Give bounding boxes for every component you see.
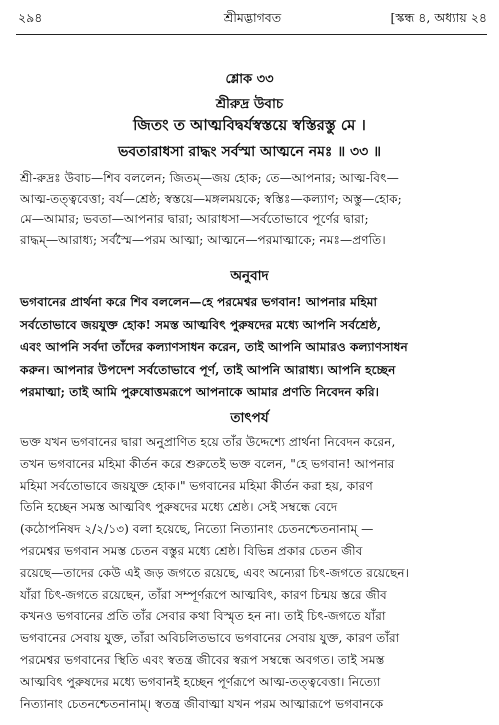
purport-line: পরমেশ্বর ভগবানের স্থিতি এবং স্বতন্ত্র জীবের স্বরূপ সম্বন্ধে অবগত। তাই সমস্ত: [20, 652, 385, 667]
translation-block: [20, 291, 487, 404]
synonyms-line: রাদ্ধম্—আরাধ্য; সর্বস্মৈ—পরম আত্মা; আত্মনে—পরমাত্মাকে; নমঃ—প্রণতি।: [20, 232, 386, 247]
purport-line: কখনও ভগবানের প্রতি তাঁর সেবার কথা বিস্মৃত হন না। তাই চিৎ-জগতে যাঁরা: [20, 609, 386, 624]
purport-line: (কঠোপনিষদ ২/২/১৩) বলা হয়েছে, নিত্যো নিত্যানাং চেতনশ্চেতনানাম্ —: [20, 522, 374, 537]
translation-line: সর্বতোভাবে জয়যুক্ত হোক! সমস্ত আত্মবিৎ পুরুষদের মধ্যে আপনি সর্বশ্রেষ্ঠ,: [20, 317, 382, 332]
verse-speaker: শ্রীরুদ্র উবাচ: [215, 96, 284, 112]
synonyms-line: শ্রী-রুদ্রঃ উবাচ—শিব বললেন; জিতম্—জয় হোক; তে—আপনার; আত্ম-বিৎ—: [20, 171, 399, 185]
translation-heading: অনুবাদ: [230, 268, 269, 284]
translation-line: পরমাত্মা; তাই আমি পুরুষোত্তমরূপে আপনাকে আমার প্রণতি নিবেদন করি।: [20, 385, 380, 399]
purport-line: আত্মবিৎ পুরুষদের মধ্যে ভগবানই হচ্ছেন পূর্ণরূপে আত্ম-তত্ত্ববেত্তা। নিত্যো: [20, 674, 381, 689]
purport-line: রয়েছে—তাদের কেউ এই জড় জগতে রয়েছে, এবং অন্যেরা চিৎ-জগতে রয়েছেন।: [20, 565, 409, 580]
synonyms-block: [20, 168, 487, 250]
purport-block: [20, 432, 487, 715]
header-rule: [16, 34, 487, 35]
purport-line: ভগবানের সেবায় যুক্ত, তাঁরা অবিচলিতভাবে ভগবানের সেবায় যুক্ত, কারণ তাঁরা: [20, 631, 400, 646]
synonyms-line: আত্ম-তত্ত্ববেত্তা; বর্য—শ্রেষ্ঠ; স্বস্তয়ে—মঙ্গলময়কে; স্বস্তিঃ—কল্যাণ; অস্তু—হোক;: [20, 191, 402, 206]
translation-line: এবং আপনি সর্বদা তাঁদের কল্যাণসাধন করেন, তাই আপনি আমারও কল্যাণসাধন: [20, 340, 408, 354]
purport-line: পরমেশ্বর ভগবান সমস্ত চেতন বস্তুর মধ্যে শ্রেষ্ঠ। বিভিন্ন প্রকার চেতন জীব: [20, 543, 363, 558]
purport-line: ভক্ত যখন ভগবানের দ্বারা অনুপ্রাণিত হয়ে তাঁর উদ্দেশ্যে প্রার্থনা নিবেদন করেন,: [20, 435, 396, 449]
verse-number: শ্লোক ৩৩: [225, 72, 274, 87]
page-number: ২৯৪: [18, 10, 43, 25]
purport-line: তখন ভগবানের মহিমা কীর্তন করে শুরুতেই ভক্ত বলেন, "হে ভগবান! আপনার: [20, 456, 395, 471]
chapter-reference: [স্কন্ধ ৪, অধ্যায় ২৪: [390, 10, 487, 25]
translation-line: করুন। আপনার উপদেশ সর্বতোভাবে পূর্ণ, তাই আপনি আরাধ্য। আপনি হচ্ছেন: [20, 362, 396, 377]
page-header: [18, 10, 487, 30]
purport-line: যাঁরা চিৎ-জগতে রয়েছেন, তাঁরা সম্পূর্ণরূপে আত্মবিৎ, কারণ চিন্ময় স্তরে জীব: [20, 587, 387, 602]
translation-line: ভগবানের প্রার্থনা করে শিব বললেন—হে পরমেশ্বর ভগবান! আপনার মহিমা: [20, 295, 378, 309]
purport-line: তিনি হচ্ছেন সমস্ত আত্মবিৎ পুরুষদের মধ্যে শ্রেষ্ঠ। সেই সম্বন্ধে বেদে: [20, 500, 338, 515]
purport-line: মহিমা সর্বতোভাবে জয়যুক্ত হোক।" ভগবানের মহিমা কীর্তন করা হয়, কারণ: [20, 478, 373, 493]
purport-heading: তাৎপর্য: [230, 410, 269, 426]
verse-line-2: ভবতারাধসা রাদ্ধং সর্বস্মা আত্মনে নমঃ ॥ ৩৩ ॥: [117, 144, 382, 160]
verse-line-1: জিতং ত আত্মবিদ্বর্যস্বস্তয়ে স্বস্তিরস্তু মে ।: [133, 116, 366, 134]
purport-line: নিত্যানাং চেতনশ্চেতনানাম্। স্বতন্ত্র জীবাত্মা যখন পরম আত্মারূপে ভগবানকে: [20, 696, 384, 711]
running-title: শ্রীমদ্ভাগবত: [223, 10, 282, 25]
synonyms-line: মে—আমার; ভবতা—আপনার দ্বারা; আরাধসা—সর্বতোভাবে পূর্ণের দ্বারা;: [20, 212, 369, 226]
